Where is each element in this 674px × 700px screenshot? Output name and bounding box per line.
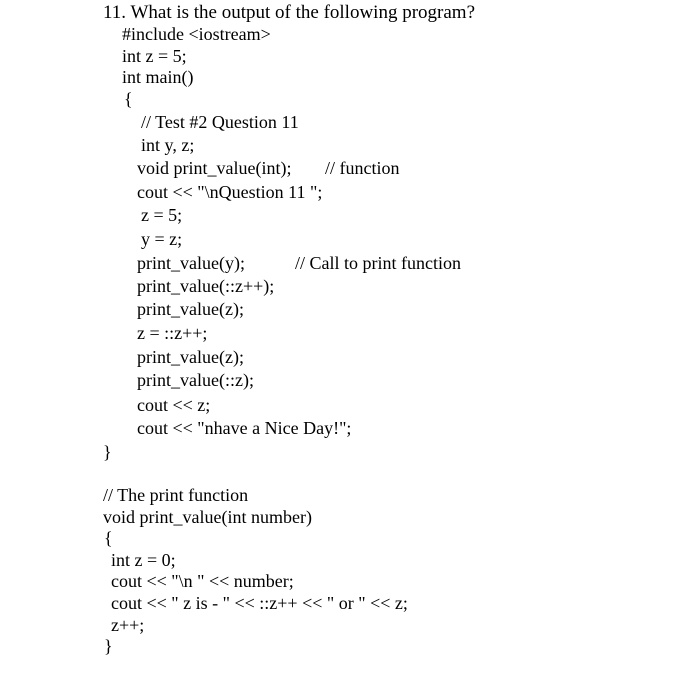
code-func-local-decl: int z = 0; bbox=[111, 550, 176, 570]
code-func-cout-number: cout << "\n " << number; bbox=[111, 571, 294, 591]
code-main-close-brace: } bbox=[103, 442, 112, 462]
code-declare-y-z: int y, z; bbox=[141, 135, 195, 155]
code-cout-z: cout << z; bbox=[137, 395, 211, 415]
code-call-print-y: print_value(y); bbox=[137, 253, 245, 273]
code-global-declaration: int z = 5; bbox=[122, 46, 187, 66]
code-assign-z-global-inc: z = ::z++; bbox=[137, 323, 208, 343]
code-main-open-brace: { bbox=[124, 89, 133, 109]
code-func-open-brace: { bbox=[104, 528, 113, 548]
code-prototype: void print_value(int); bbox=[137, 158, 292, 178]
code-func-signature: void print_value(int number) bbox=[103, 507, 312, 527]
question-title: 11. What is the output of the following program? bbox=[103, 2, 476, 23]
code-func-increment-z: z++; bbox=[111, 615, 145, 635]
code-func-cout-z-is: cout << " z is - " << ::z++ << " or " << z; bbox=[111, 593, 408, 613]
code-call-print-z-second: print_value(z); bbox=[137, 347, 244, 367]
code-include-line: #include <iostream> bbox=[122, 24, 271, 44]
code-prototype-comment: // function bbox=[325, 158, 400, 178]
code-func-close-brace: } bbox=[104, 636, 113, 656]
code-assign-z-5: z = 5; bbox=[141, 205, 183, 225]
code-func-comment: // The print function bbox=[103, 485, 249, 505]
code-call-print-global: print_value(::z); bbox=[137, 370, 254, 390]
code-call-print-z-first: print_value(z); bbox=[137, 299, 244, 319]
code-call-print-global-inc: print_value(::z++); bbox=[137, 276, 275, 296]
code-assign-y-z: y = z; bbox=[141, 229, 183, 249]
code-main-signature: int main() bbox=[122, 67, 194, 87]
code-cout-nice-day: cout << "nhave a Nice Day!"; bbox=[137, 418, 352, 438]
code-comment-test: // Test #2 Question 11 bbox=[141, 112, 299, 132]
code-cout-question: cout << "\nQuestion 11 "; bbox=[137, 182, 323, 202]
code-call-print-comment: // Call to print function bbox=[295, 253, 461, 273]
